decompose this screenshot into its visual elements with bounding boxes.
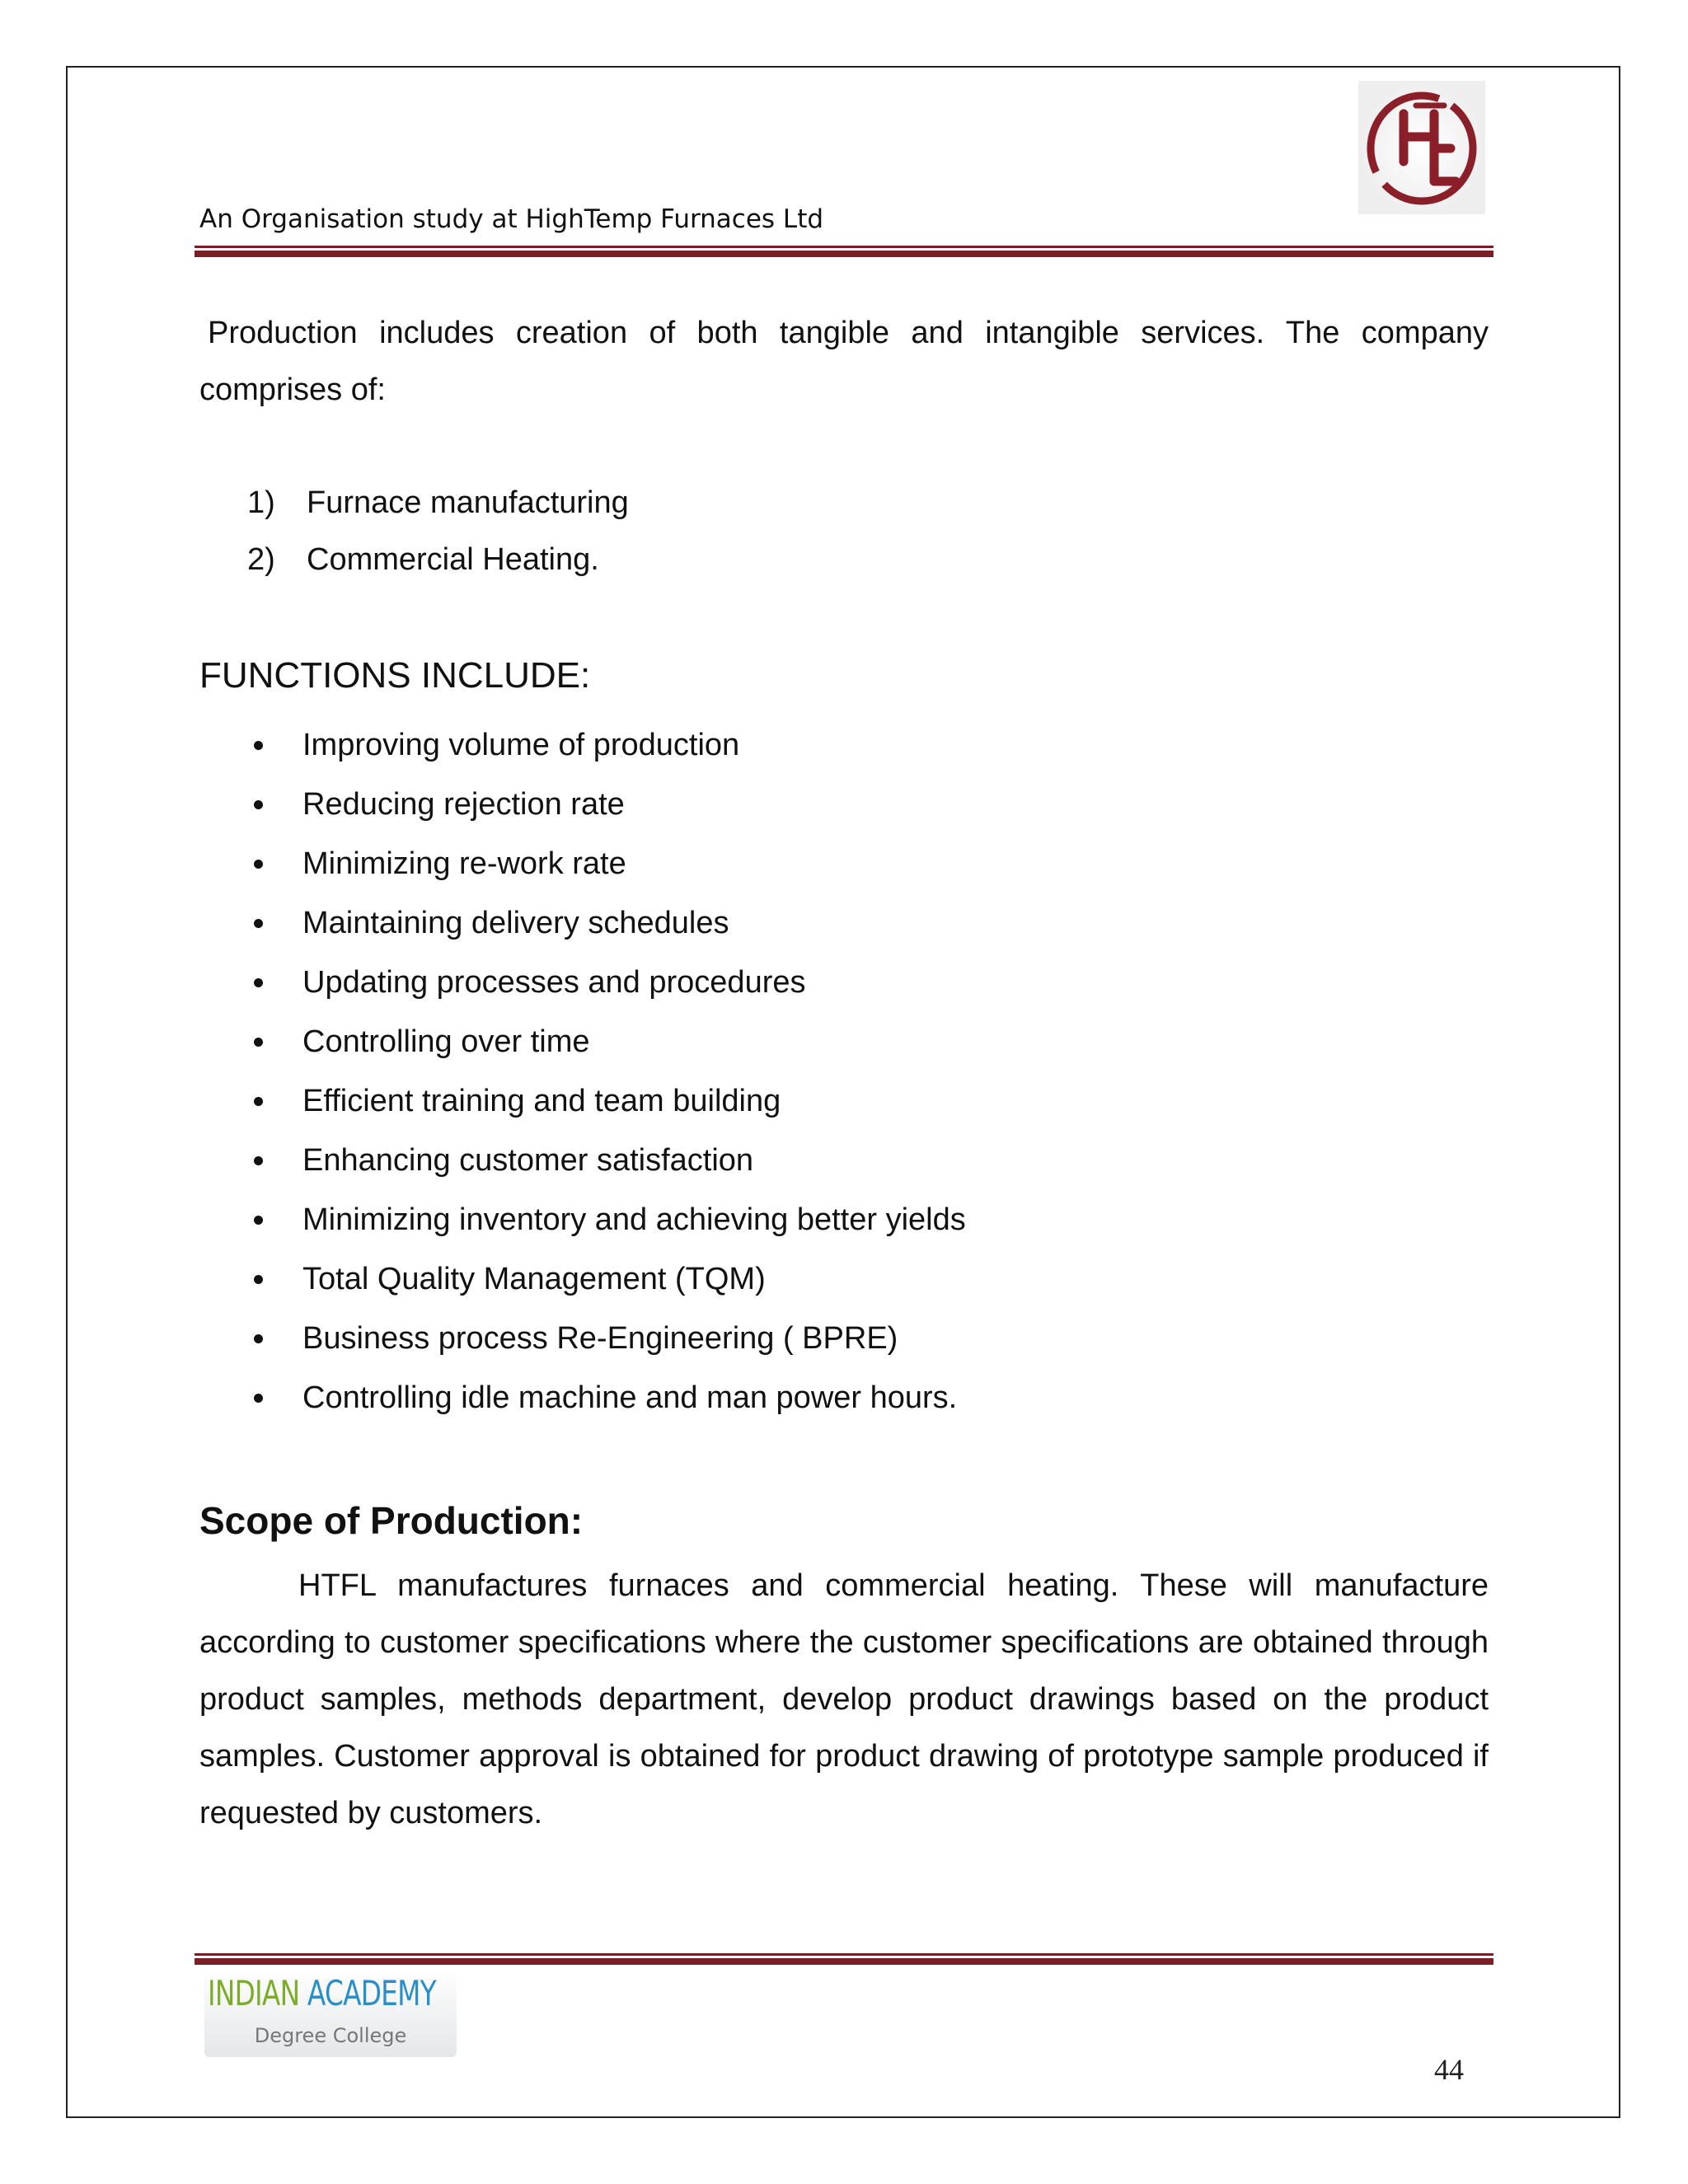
logo-word-indian: INDIAN <box>208 1973 300 2013</box>
header-rule <box>195 246 1493 257</box>
bullet-icon <box>254 1156 263 1165</box>
list-item <box>247 1249 966 1309</box>
bullet-icon <box>254 1216 263 1225</box>
htf-logo-icon <box>1358 81 1485 214</box>
list-item <box>247 1190 966 1249</box>
list-item <box>247 953 966 1012</box>
list-label: Furnace manufacturing <box>307 485 629 520</box>
list-label: Minimizing inventory and achieving better yields <box>302 1202 966 1237</box>
scope-heading: Scope of Production: <box>199 1499 584 1542</box>
bullet-icon <box>254 1334 263 1343</box>
list-item <box>247 775 966 834</box>
list-label: Business process Re-Engineering ( BPRE) <box>302 1321 898 1356</box>
footer-rule <box>195 1953 1493 1965</box>
list-label: Improving volume of production <box>302 728 740 762</box>
list-label: Total Quality Management (TQM) <box>302 1262 766 1296</box>
functions-heading: FUNCTIONS INCLUDE: <box>199 655 591 696</box>
bullet-icon <box>254 978 263 987</box>
list-item <box>247 1309 966 1368</box>
list-label: Updating processes and procedures <box>302 965 806 1000</box>
list-item <box>247 715 966 775</box>
bullet-icon <box>254 860 263 869</box>
bullet-icon <box>254 919 263 928</box>
page-number: 44 <box>1434 2053 1464 2086</box>
list-item <box>247 1368 966 1427</box>
bullet-icon <box>254 1097 263 1106</box>
list-label: Maintaining delivery schedules <box>302 906 729 940</box>
list-label: Commercial Heating. <box>307 542 599 577</box>
list-item <box>247 475 629 532</box>
logo-word-academy: ACADEMY <box>307 1973 436 2013</box>
list-item <box>247 1012 966 1071</box>
bullet-icon <box>254 1394 263 1403</box>
bullet-icon <box>254 800 263 809</box>
list-item <box>247 893 966 953</box>
bullet-icon <box>254 1038 263 1047</box>
scope-paragraph: HTFL manufactures furnaces and commercial heating. These will manufacture according to customer specifications where the customer specifications are obtained through product samples, methods department, develop product drawings based on the product samples. Customer approval is obtained for product drawing of prototype sample produced if requested by customers. <box>199 1568 1489 1830</box>
logo-subtitle: Degree College <box>254 2024 407 2047</box>
list-label: Efficient training and team building <box>302 1084 781 1118</box>
list-label: Minimizing re-work rate <box>302 846 626 881</box>
numbered-list <box>247 475 629 588</box>
functions-list <box>247 715 966 1427</box>
list-label: Controlling over time <box>302 1024 590 1059</box>
header-title: An Organisation study at HighTemp Furnaces Ltd <box>199 204 824 234</box>
list-item <box>247 1071 966 1131</box>
list-number: 2) <box>247 542 275 577</box>
list-item <box>247 532 629 588</box>
bullet-icon <box>254 1275 263 1284</box>
list-item <box>247 1131 966 1190</box>
list-label: Enhancing customer satisfaction <box>302 1143 754 1178</box>
list-number: 1) <box>247 485 275 520</box>
bullet-icon <box>254 741 263 750</box>
list-label: Controlling idle machine and man power hours. <box>302 1380 958 1415</box>
list-label: Reducing rejection rate <box>302 787 625 822</box>
list-item <box>247 834 966 893</box>
college-logo <box>204 1968 457 2083</box>
intro-paragraph: Production includes creation of both tangible and intangible services. The company comprises of: <box>199 316 1489 407</box>
